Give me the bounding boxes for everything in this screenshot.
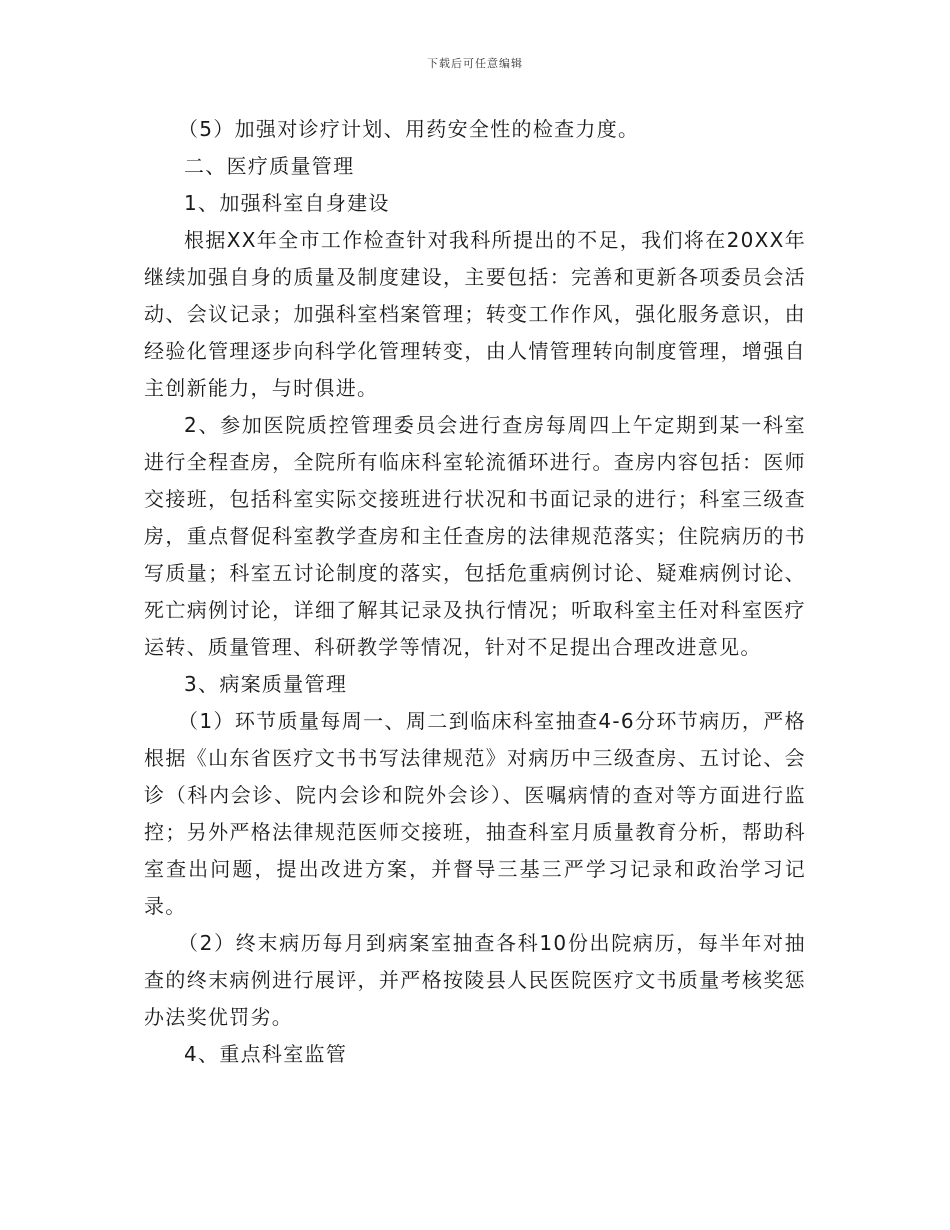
paragraph-department-construction: 根据XX年全市工作检查针对我科所提出的不足，我们将在20XX年继续加强自身的质量及制度建设，主要包括：完善和更新各项委员会活动、会议记录；加强科室档案管理；转变工作作风，强化服务意识，由经验化管理逐步向科学化管理转变，由人情管理转向制度管理，增强自主创新能力，与时俱进。	[144, 228, 806, 400]
paragraph-final-records: （2）终末病历每月到病案室抽查各科10份出院病历，每半年对抽查的终末病例进行展评，并严格按陵县人民医院医疗文书质量考核奖惩办法奖优罚劣。	[144, 931, 806, 1029]
subheading-key-department-supervision: 4、重点科室监管	[184, 1042, 348, 1066]
page-header-note: 下载后可任意编辑	[427, 57, 523, 70]
paragraph-item-5: （5）加强对诊疗计划、用药安全性的检查力度。	[178, 117, 640, 141]
paragraph-ward-rounds: 2、参加医院质控管理委员会进行查房每周四上午定期到某一科室进行全程查房，全院所有临床科室轮流循环进行。查房内容包括：医师交接班，包括科室实际交接班进行状况和书面记录的进行；科室三级查房，重点督促科室教学查房和主任查房的法律规范落实；住院病历的书写质量；科室五讨论制度的落实，包括危重病例讨论、疑难病例讨论、死亡病例讨论，详细了解其记录及执行情况；听取科室主任对科室医疗运转、质量管理、科研教学等情况，针对不足提出合理改进意见。	[144, 413, 806, 659]
paragraph-process-quality: （1）环节质量每周一、周二到临床科室抽查4-6分环节病历，严格根据《山东省医疗文书书写法律规范》对病历中三级查房、五讨论、会诊（科内会诊、院内会诊和院外会诊）、医嘱病情的查对等方面进行监控；另外严格法律规范医师交接班，抽查科室月质量教育分析，帮助科室查出问题，提出改进方案，并督导三基三严学习记录和政治学习记录。	[144, 709, 806, 918]
document-body	[144, 111, 806, 1073]
subheading-department-construction: 1、加强科室自身建设	[184, 191, 390, 215]
section-heading-medical-quality: 二、医疗质量管理	[184, 154, 355, 178]
subheading-case-record-quality: 3、病案质量管理	[184, 672, 348, 696]
